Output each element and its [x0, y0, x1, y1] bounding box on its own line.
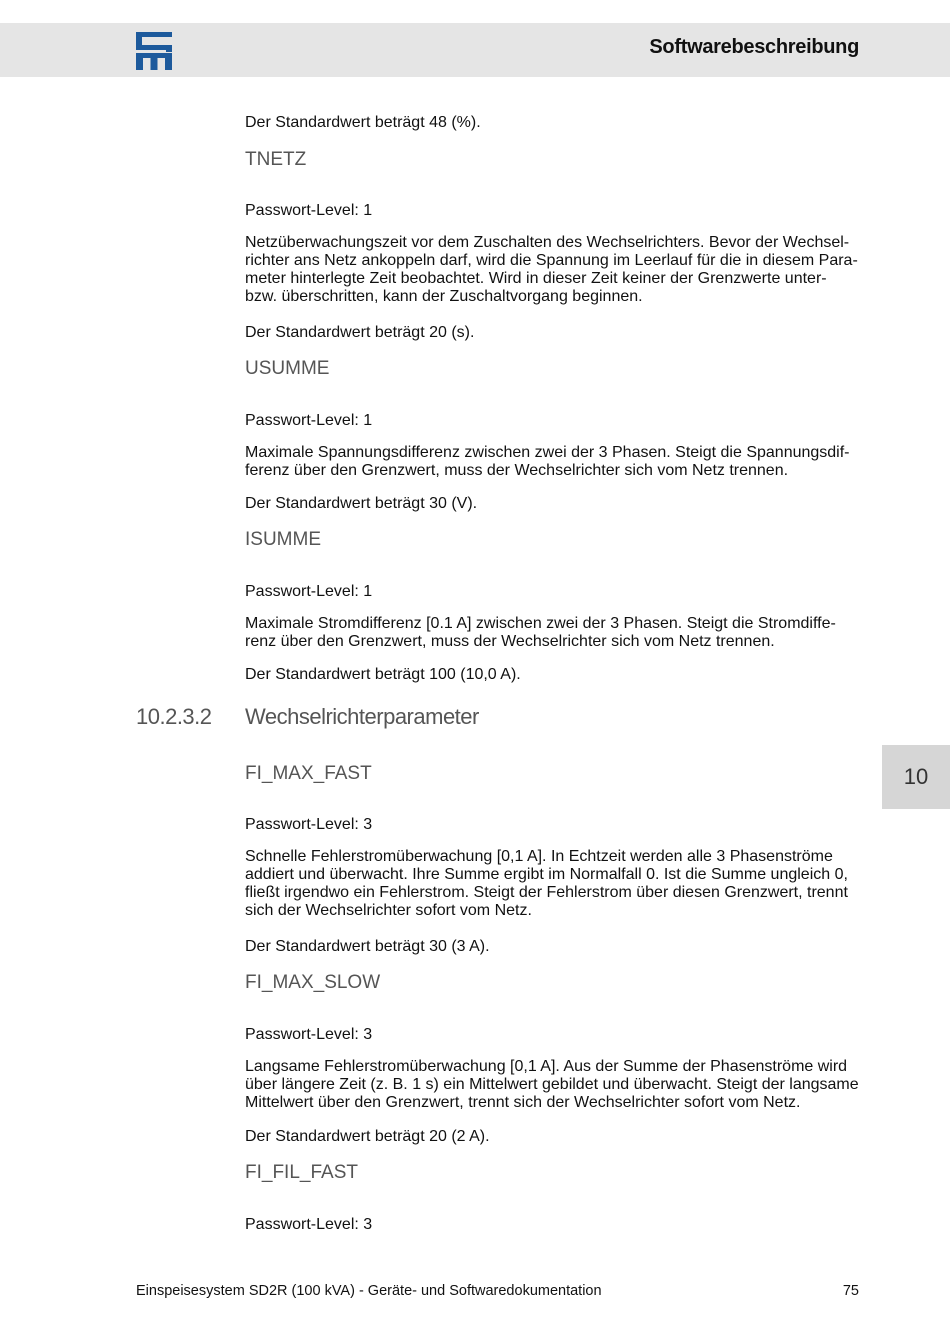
- param-level-isumme: Passwort-Level: 1: [245, 583, 373, 600]
- param-level-tnetz: Passwort-Level: 1: [245, 202, 373, 219]
- param-heading-fi-fil-fast: FI_FIL_FAST: [245, 1162, 358, 1183]
- section-heading: [136, 704, 859, 732]
- param-level-fi-max-fast: Passwort-Level: 3: [245, 816, 373, 833]
- param-description-isumme: Maximale Stromdifferenz [0.1 A] zwischen zwei der 3 Phasen. Steigt die Stromdiffe-renz über den Grenzwert, muss der Wechselrichter sich vom Netz trennen.: [245, 615, 836, 650]
- param-heading-usumme: USUMME: [245, 358, 330, 379]
- param-description-tnetz: Netzüberwachungszeit vor dem Zuschalten des Wechselrichters. Bevor der Wechsel-richter ans Netz ankoppeln darf, wird die Spannung im Leerlauf für die in diesem Para-meter hinterlegte Zeit beobachtet. Wird in dieser Zeit keiner der Grenzwerte unter- bzw. überschritten, kann der Zuschaltvorgang beginnen.: [245, 234, 858, 305]
- param-default-usumme: Der Standardwert beträgt 30 (V).: [245, 495, 478, 512]
- param-default-fi-max-fast: Der Standardwert beträgt 30 (3 A).: [245, 938, 490, 955]
- param-default-fi-max-slow: Der Standardwert beträgt 20 (2 A).: [245, 1128, 490, 1145]
- footer-doc-title: Einspeisesystem SD2R (100 kVA) - Geräte- und Softwaredokumentation: [136, 1283, 602, 1299]
- param-description-fi-max-slow: Langsame Fehlerstromüberwachung [0,1 A]. Aus der Summe der Phasenströme wird über längere Zeit (z. B. 1 s) ein Mittelwert gebildet und überwacht. Steigt der langsame Mittelwert über den Grenzwert, trennt sich der Wechselrichter sofort vom Netz.: [245, 1058, 859, 1111]
- param-description-fi-max-fast: Schnelle Fehlerstromüberwachung [0,1 A]. In Echtzeit werden alle 3 Phasenströme addiert und überwacht. Ihre Summe ergibt im Normalfall 0. Ist die Summe ungleich 0, fließt irgendwo ein Fehlerstrom. Steigt der Fehlerstrom über diesen Grenzwert, trennt sich der Wechselrichter sofort vom Netz.: [245, 848, 848, 919]
- intro-default-text: Der Standardwert beträgt 48 (%).: [245, 114, 481, 131]
- chapter-tab: 10: [882, 745, 950, 809]
- param-heading-isumme: ISUMME: [245, 529, 321, 550]
- section-title: Wechselrichterparameter: [245, 704, 479, 729]
- param-description-usumme: Maximale Spannungsdifferenz zwischen zwei der 3 Phasen. Steigt die Spannungsdif-ferenz über den Grenzwert, muss der Wechselrichter sich vom Netz trennen.: [245, 444, 850, 479]
- section-number: 10.2.3.2: [136, 704, 212, 729]
- param-default-isumme: Der Standardwert beträgt 100 (10,0 A).: [245, 666, 521, 683]
- footer-page-number: 75: [842, 1283, 859, 1299]
- param-heading-tnetz: TNETZ: [245, 149, 307, 170]
- param-default-tnetz: Der Standardwert beträgt 20 (s).: [245, 324, 475, 341]
- param-heading-fi-max-slow: FI_MAX_SLOW: [245, 972, 381, 993]
- param-level-fi-fil-fast: Passwort-Level: 3: [245, 1216, 373, 1233]
- param-heading-fi-max-fast: FI_MAX_FAST: [245, 763, 372, 784]
- param-level-usumme: Passwort-Level: 1: [245, 412, 373, 429]
- header-title: Softwarebeschreibung: [649, 36, 859, 58]
- company-logo-icon: [136, 32, 172, 70]
- param-level-fi-max-slow: Passwort-Level: 3: [245, 1026, 373, 1043]
